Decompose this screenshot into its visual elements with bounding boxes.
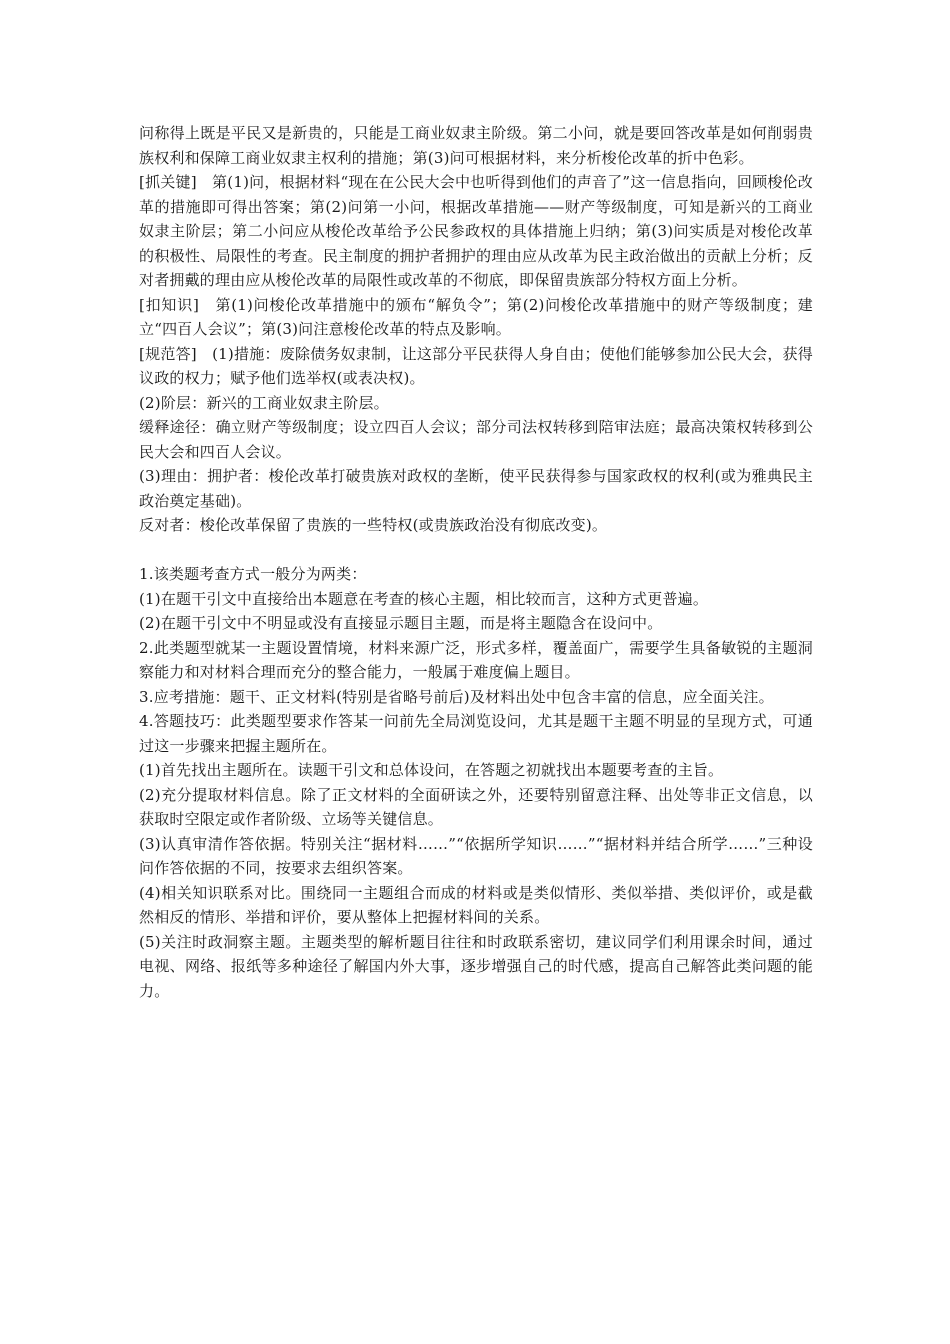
- answer-paragraph-2b: 缓释途径：确立财产等级制度；设立四百人会议；部分司法权转移到陪审法庭；最高决策权转移到公民大会和四百人会议。: [139, 418, 813, 461]
- method-section: [139, 562, 813, 1003]
- method-item-4: 4.答题技巧：此类题型要求作答某一问前先全局浏览设问，尤其是题干主题不明显的呈现方式，可通过这一步骤来把握主题所在。: [139, 712, 813, 755]
- answer-paragraph-3b: 反对者：梭伦改革保留了贵族的一些特权(或贵族政治没有彻底改变)。: [139, 516, 608, 534]
- document-page: [139, 121, 813, 1003]
- analysis-intro-paragraph: 问称得上既是平民又是新贵的，只能是工商业奴隶主阶级。第二小问，就是要回答改革是如何削弱贵族权利和保障工商业奴隶主权利的措施；第(3)问可根据材料，来分析梭伦改革的折中色彩。: [139, 124, 813, 167]
- method-item-1-1: (1)在题干引文中直接给出本题意在考查的核心主题，相比较而言，这种方式更普遍。: [139, 589, 709, 608]
- analysis-section: [139, 121, 813, 538]
- section-spacer: [139, 538, 813, 563]
- method-item-1-2: (2)在题干引文中不明显或没有直接显示题目主题，而是将主题隐含在设问中。: [139, 614, 663, 632]
- method-item-4-1: (1)首先找出主题所在。读题干引文和总体设问，在答题之初就找出本题要考查的主旨。: [139, 761, 724, 779]
- method-item-3: 3.应考措施：题干、正文材料(特别是省略号前后)及材料出处中包含丰富的信息，应全面关注。: [139, 687, 774, 706]
- key-points-paragraph: [抓关键] 第(1)问，根据材料“现在在公民大会中也听得到他们的声音了”这一信息指向，回顾梭伦改革的措施即可得出答案；第(2)问第一小问，根据改革措施——财产等级制度，可知是新兴的工商业奴隶主阶层；第二小问应从梭伦改革给予公民参政权的具体措施上归纳；第(3)问实质是对梭伦改革的积极性、局限性的考查。民主制度的拥护者拥护的理由应从改革为民主政治做出的贡献上分析；反对者拥戴的理由应从梭伦改革的局限性或改革的不彻底，即保留贵族部分特权方面上分析。: [139, 173, 813, 289]
- method-item-4-3: (3)认真审清作答依据。特别关注“据材料……”“依据所学知识……”“据材料并结合所学……”三种设问作答依据的不同，按要求去组织答案。: [139, 834, 813, 877]
- knowledge-paragraph: [扣知识] 第(1)问梭伦改革措施中的颁布“解负令”；第(2)问梭伦改革措施中的财产等级制度；建立“四百人会议”；第(3)问注意梭伦改革的特点及影响。: [139, 295, 813, 338]
- answer-paragraph-3a: (3)理由：拥护者：梭伦改革打破贵族对政权的垄断，使平民获得参与国家政权的权利(或为雅典民主政治奠定基础)。: [139, 467, 813, 510]
- answer-paragraph-1: [规范答] (1)措施：废除债务奴隶制，让这部分平民获得人身自由；使他们能够参加公民大会，获得议政的权力；赋予他们选举权(或表决权)。: [139, 344, 813, 387]
- method-item-2: 2.此类题型就某一主题设置情境，材料来源广泛，形式多样，覆盖面广，需要学生具备敏锐的主题洞察能力和对材料合理而充分的整合能力，一般属于难度偏上题目。: [139, 638, 813, 681]
- answer-paragraph-2a: (2)阶层：新兴的工商业奴隶主阶层。: [139, 393, 389, 412]
- method-item-4-2: (2)充分提取材料信息。除了正文材料的全面研读之外，还要特别留意注释、出处等非正文信息，以获取时空限定或作者阶级、立场等关键信息。: [139, 785, 813, 828]
- method-item-4-5: (5)关注时政洞察主题。主题类型的解析题目往往和时政联系密切，建议同学们利用课余时间，通过电视、网络、报纸等多种途径了解国内外大事，逐步增强自己的时代感，提高自己解答此类问题的能力。: [139, 932, 813, 1000]
- method-item-4-4: (4)相关知识联系对比。围绕同一主题组合而成的材料或是类似情形、类似举措、类似评价，或是截然相反的情形、举措和评价，要从整体上把握材料间的关系。: [139, 883, 813, 926]
- method-item-1: 1.该类题考查方式一般分为两类：: [139, 565, 367, 583]
